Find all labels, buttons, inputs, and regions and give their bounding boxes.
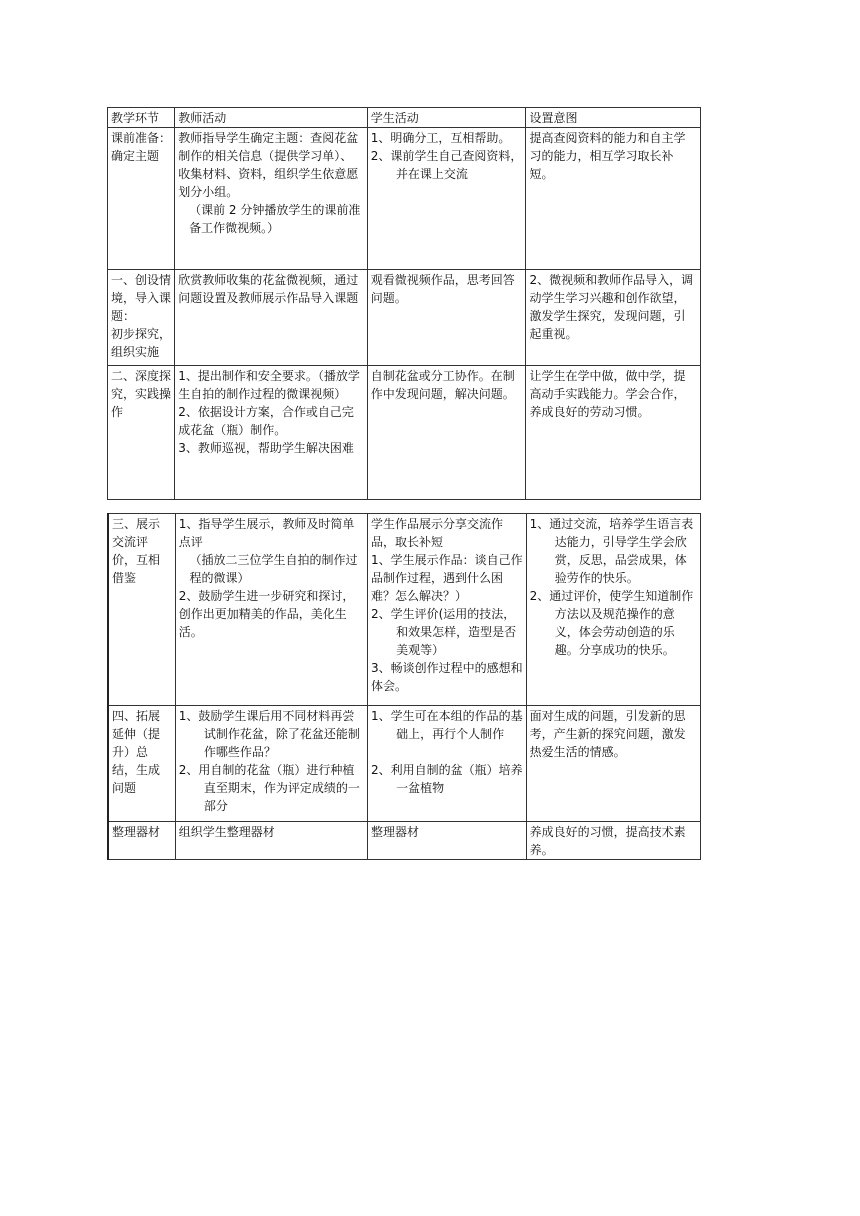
- stage-cell: [108, 366, 175, 500]
- cell-text: 三、展示交流评价，互相借鉴: [112, 517, 161, 585]
- cell-text: （插放二三位学生自拍的制作过程的微课）: [189, 553, 358, 585]
- cell-text: 1、指导学生展示，教师及时简单点评: [178, 517, 355, 549]
- intent-cell: [526, 270, 701, 366]
- table-row: [108, 366, 701, 500]
- cell-text: 2、学生评价(运用的技法，和效果怎样，造型是否美观等）: [370, 607, 517, 657]
- cell-text: 四、拓展延伸（提升）总结，生成问题: [112, 709, 161, 795]
- lesson-plan-table-part2: [107, 513, 701, 860]
- cell-text: 2、鼓励学生进一步研究和探讨，创作出更加精美的作品，美化生活。: [178, 589, 355, 639]
- header-teacher: 教师活动: [175, 108, 367, 128]
- cell-text: 1、学生可在本组的作品的基础上，再行个人制作: [370, 709, 523, 741]
- cell-text: 教师指导学生确定主题：查阅花盆制作的相关信息（提供学习单）、收集材料、资料，组织学生依意愿划分小组。: [178, 131, 359, 199]
- cell-text: 自制花盆或分工协作。在制作中发现问题，解决问题。: [370, 369, 515, 401]
- cell-text: 整理器材: [370, 825, 419, 839]
- cell-text: 欣赏教师收集的花盆微视频，通过问题设置及教师展示作品导入课题: [178, 273, 359, 305]
- student-cell: [367, 706, 526, 822]
- cell-text: （课前 2 分钟播放学生的课前准备工作微视频。）: [189, 203, 361, 235]
- intent-cell: [526, 514, 700, 706]
- teacher-cell: [175, 706, 367, 822]
- intent-cell: [526, 706, 700, 822]
- cell-text: 3、畅谈创作过程中的感想和体会。: [370, 661, 523, 693]
- cell-text: 课前准备：: [111, 131, 172, 145]
- cell-text: 初步探究，组织实施: [111, 327, 172, 359]
- table-row: [108, 128, 701, 270]
- header-intent: 设置意图: [526, 108, 701, 128]
- teacher-cell: [175, 270, 367, 366]
- teacher-cell: [175, 366, 367, 500]
- cell-text: 1、明确分工，互相帮助。: [370, 131, 511, 145]
- table-row: [108, 706, 701, 822]
- header-student: 学生活动: [367, 108, 526, 128]
- student-cell: [367, 128, 526, 270]
- cell-text: 3、教师巡视，帮助学生解决困难: [178, 441, 354, 455]
- stage-cell: [108, 822, 175, 860]
- table-row: [108, 822, 701, 860]
- student-cell: [367, 366, 526, 500]
- cell-text: 1、提出制作和安全要求。（播放学生自拍的制作过程的微课视频）: [178, 369, 360, 401]
- cell-text: 1、鼓励学生课后用不同材料再尝试制作花盆，除了花盆还能制作哪些作品？: [178, 709, 360, 759]
- cell-text: 提高查阅资料的能力和自主学习的能力，相互学习取长补短。: [529, 131, 686, 181]
- teacher-cell: [175, 128, 367, 270]
- teacher-cell: [175, 514, 367, 706]
- cell-text: 2、依据设计方案，合作或自己完成花盆（瓶）制作。: [178, 405, 354, 437]
- cell-text: 2、通过评价，使学生知道制作方法以及规范操作的意义，体会劳动创造的乐趣。分享成功的快乐。: [529, 589, 694, 657]
- table-row: [108, 514, 701, 706]
- cell-text: 观看微视频作品，思考回答问题。: [370, 273, 515, 305]
- lesson-plan-table-part1: [107, 107, 701, 500]
- cell-text: 组织学生整理器材: [178, 825, 275, 839]
- intent-cell: [526, 366, 701, 500]
- cell-text: 1、学生展示作品：谈自己作品制作过程，遇到什么困难？怎么解决？）: [370, 553, 523, 603]
- intent-cell: [526, 128, 701, 270]
- cell-text: 整理器材: [112, 825, 161, 839]
- cell-text: 养成良好的习惯，提高技术素养。: [529, 825, 686, 857]
- cell-text: 2、课前学生自己查阅资料，并在课上交流: [370, 149, 523, 181]
- cell-text: 确定主题: [111, 149, 160, 163]
- intent-cell: [526, 822, 700, 860]
- header-row: [108, 108, 701, 128]
- cell-text: 1、通过交流，培养学生语言表达能力，引导学生学会欣赏，反思，品尝成果，体验劳作的快乐。: [529, 517, 694, 585]
- table-row: [108, 270, 701, 366]
- stage-cell: [108, 128, 175, 270]
- teacher-cell: [175, 822, 367, 860]
- stage-cell: [108, 514, 175, 706]
- cell-text: 学生作品展示分享交流作品，取长补短: [370, 517, 503, 549]
- student-cell: [367, 822, 526, 860]
- stage-cell: [108, 270, 175, 366]
- cell-text: 一、创设情境，导入课题：: [111, 273, 172, 323]
- cell-text: 二、深度探究，实践操作: [111, 369, 172, 419]
- cell-text: 2、用自制的花盆（瓶）进行种植直至期末，作为评定成绩的一部分: [178, 763, 360, 813]
- cell-text: 2、利用自制的盆（瓶）培养一盆植物: [370, 763, 523, 795]
- stage-cell: [108, 706, 175, 822]
- student-cell: [367, 270, 526, 366]
- student-cell: [367, 514, 526, 706]
- cell-text: 2、微视频和教师作品导入，调动学生学习兴趣和创作欲望，激发学生探究，发现问题，引起重视。: [529, 273, 694, 341]
- cell-text: 让学生在学中做，做中学，提高动手实践能力。学会合作，养成良好的劳动习惯。: [529, 369, 686, 419]
- cell-text: 面对生成的问题，引发新的思考，产生新的探究问题，激发热爱生活的情感。: [529, 709, 686, 759]
- header-stage: 教学环节: [108, 108, 175, 128]
